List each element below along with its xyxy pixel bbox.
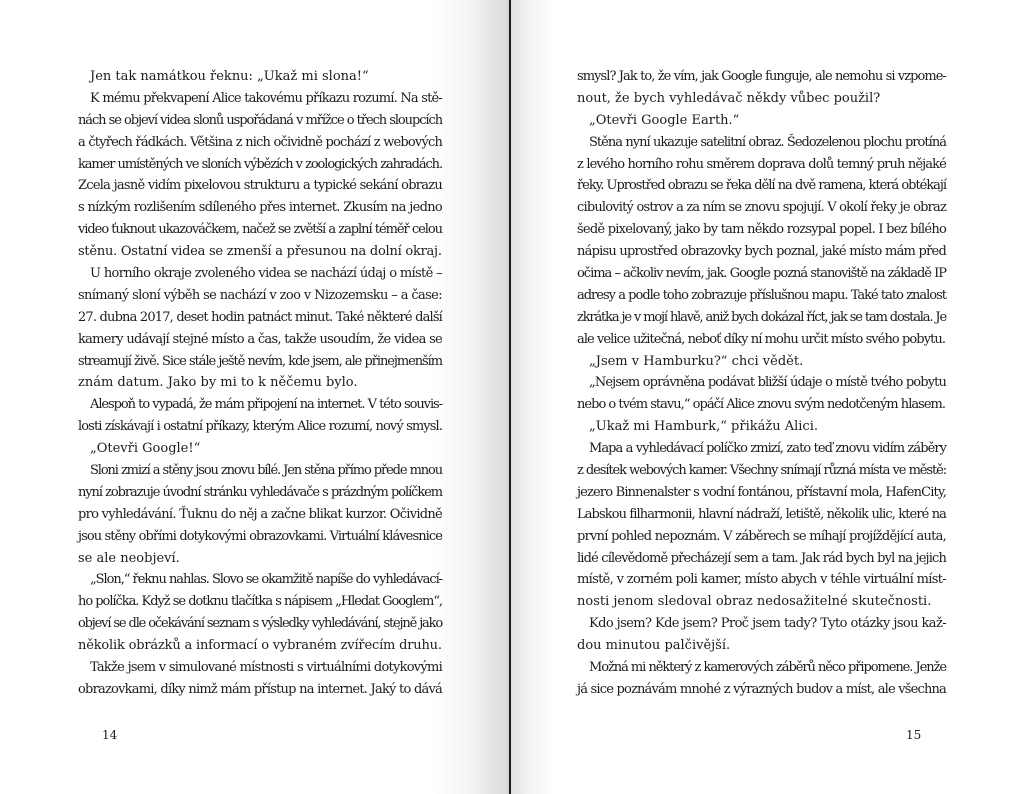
text-line: nách se objeví videa slonů uspořádaná v mřížce o třech sloupcích — [78, 112, 442, 128]
text-line: nyní zobrazuje úvodní stránku vyhledávače s prázdným políčkem — [78, 484, 442, 500]
text-line: Sloni zmizí a stěny jsou znovu bílé. Jen stěna přímo přede mnou — [90, 463, 442, 479]
text-line: „Otevři Google Earth.“ — [589, 112, 740, 128]
text-line: losti získávají i ostatní příkazy, kterým Alice rozumí, nový smysl. — [78, 419, 442, 435]
text-line: místě, v zorném poli kamer, místo abych v téhle virtuální míst- — [577, 572, 946, 588]
text-line: U horního okraje zvoleného videa se nachází údaj o místě – — [90, 266, 442, 282]
text-line: zkrátka je v mojí hlavě, aniž bych dokázal říct, jak se tam dostala. Je — [577, 309, 946, 325]
text-line: Mapa a vyhledávací políčko zmizí, zato teď znovu vidím záběry — [589, 441, 946, 457]
text-line: cibulovitý ostrov a za ním se znovu spojují. V okolí řeky je obraz — [577, 200, 946, 216]
text-line: dou minutou palčivější. — [577, 638, 731, 654]
text-line: kamer umístěných ve sloních výbězích v zoologických zahradách. — [78, 156, 442, 172]
text-line: já sice poznávám mnohé z výrazných budov a míst, ale všechna — [577, 681, 946, 697]
text-line: Takže jsem v simulované místnosti s virtuálními dotykovými — [90, 660, 442, 676]
text-line: lidé cílevědomě přecházejí sem a tam. Jak rád bych byl na jejich — [577, 550, 946, 566]
left-page — [0, 0, 510, 794]
text-line: adresy a podle toho zobrazuje příslušnou mapu. Také tato znalost — [577, 287, 946, 303]
text-line: z desítek webových kamer. Všechny snímají různá místa ve městě: — [577, 463, 946, 479]
text-line: a čtyřech řádkách. Většina z nich očividně pochází z webových — [78, 134, 442, 150]
text-line: „Nejsem oprávněna podávat bližší údaje o místě tvého pobytu — [589, 375, 946, 391]
text-line: jsou stěny obřími dotykovými obrazovkami. Virtuální klávesnice — [78, 528, 442, 544]
text-line: pro vyhledávání. Ťuknu do něj a začne blikat kurzor. Očividně — [78, 506, 442, 522]
text-line: K mému překvapení Alice takovému příkazu rozumí. Na stě- — [90, 90, 442, 106]
text-line: 27. dubna 2017, deset hodin patnáct minut. Také některé další — [78, 309, 442, 325]
text-line: nosti jenom sledoval obraz nedosažitelné skutečnosti. — [577, 594, 932, 610]
text-line: šedě pixelovaný, jako by tam někdo rozsypal popel. I bez bílého — [577, 222, 946, 238]
text-line: řeky. Uprostřed obrazu se řeka dělí na dvě ramena, která obtékají — [577, 178, 946, 194]
text-line: nebo o tvém stavu,“ opáčí Alice znovu svým nedotčeným hlasem. — [577, 397, 946, 413]
text-line: s nízkým rozlišením sdíleného přes internet. Zkusím na jedno — [78, 200, 442, 216]
text-line: video ťuknout ukazováčkem, načež se zvětší a zaplní téměř celou — [78, 222, 442, 238]
text-line: objeví se dle očekávání seznam s výsledky vyhledávání, stejně jako — [78, 616, 442, 632]
text-line: znám datum. Jako by mi to k něčemu bylo. — [78, 375, 358, 391]
text-line: se ale neobjeví. — [78, 550, 180, 566]
text-line: nout, že bych vyhledávač někdy vůbec použil? — [577, 90, 881, 106]
text-line: z levého horního rohu směrem doprava dolů temný pruh nějaké — [577, 156, 946, 172]
text-line: Zcela jasně vidím pixelovou strukturu a typické sekání obrazu — [78, 178, 442, 194]
text-line: snímaný sloní výběh se nachází v zoo v Nizozemsku – a čase: — [78, 287, 442, 303]
text-line: „Otevři Google!“ — [90, 441, 201, 457]
text-line: ale velice užitečná, neboť díky ní mohu určit místo svého pobytu. — [577, 331, 946, 347]
text-line: několik obrázků a informací o vybraném zvířecím druhu. — [78, 638, 442, 654]
text-line: první pohled nepoznám. V záběrech se míhají projíždějící auta, — [577, 528, 946, 544]
page-number: 15 — [906, 728, 922, 742]
left-page-text — [78, 66, 442, 701]
text-line: očima – ačkoliv nevím, jak. Google pozná stanoviště na základě IP — [577, 266, 946, 282]
text-line: streamují živě. Sice stále ještě nevím, kde jsem, ale přinejmenším — [78, 353, 442, 369]
text-line: „Ukaž mi Hamburk,“ přikážu Alici. — [589, 419, 818, 435]
text-line: Alespoň to vypadá, že mám připojení na internet. V této souvis- — [90, 397, 442, 413]
text-line: „Slon,“ řeknu nahlas. Slovo se okamžitě napíše do vyhledávací- — [90, 572, 442, 588]
text-line: Kdo jsem? Kde jsem? Proč jsem tady? Tyto otázky jsou kaž- — [589, 616, 946, 632]
page-number: 14 — [102, 728, 118, 742]
text-line: nápisu uprostřed obrazovky bych poznal, jaké místo mám před — [577, 244, 946, 260]
text-line: kamery udávají stejné místo a čas, takže usoudím, že videa se — [78, 331, 442, 347]
text-line: ho políčka. Když se dotknu tlačítka s nápisem „Hledat Googlem“, — [78, 594, 442, 610]
text-line: jezero Binnenalster s vodní fontánou, přístavní mola, HafenCity, — [577, 484, 946, 500]
right-page — [511, 0, 1021, 794]
text-line: obrazovkami, díky nimž mám přístup na internet. Jaký to dává — [78, 681, 442, 697]
text-line: Stěna nyní ukazuje satelitní obraz. Šedozelenou plochu protíná — [589, 134, 946, 150]
text-line: Jen tak namátkou řeknu: „Ukaž mi slona!“ — [90, 69, 369, 84]
text-line: Možná mi některý z kamerových záběrů něco připomene. Jenže — [589, 660, 946, 676]
right-page-text — [577, 66, 946, 701]
text-line: „Jsem v Hamburku?“ chci vědět. — [589, 353, 804, 369]
text-line: smysl? Jak to, že vím, jak Google funguje, ale nemohu si vzpome- — [577, 69, 946, 84]
text-line: stěnu. Ostatní videa se zmenší a přesunou na dolní okraj. — [78, 244, 442, 260]
text-line: Labskou filharmonii, hlavní nádraží, letiště, několik ulic, které na — [577, 506, 946, 522]
